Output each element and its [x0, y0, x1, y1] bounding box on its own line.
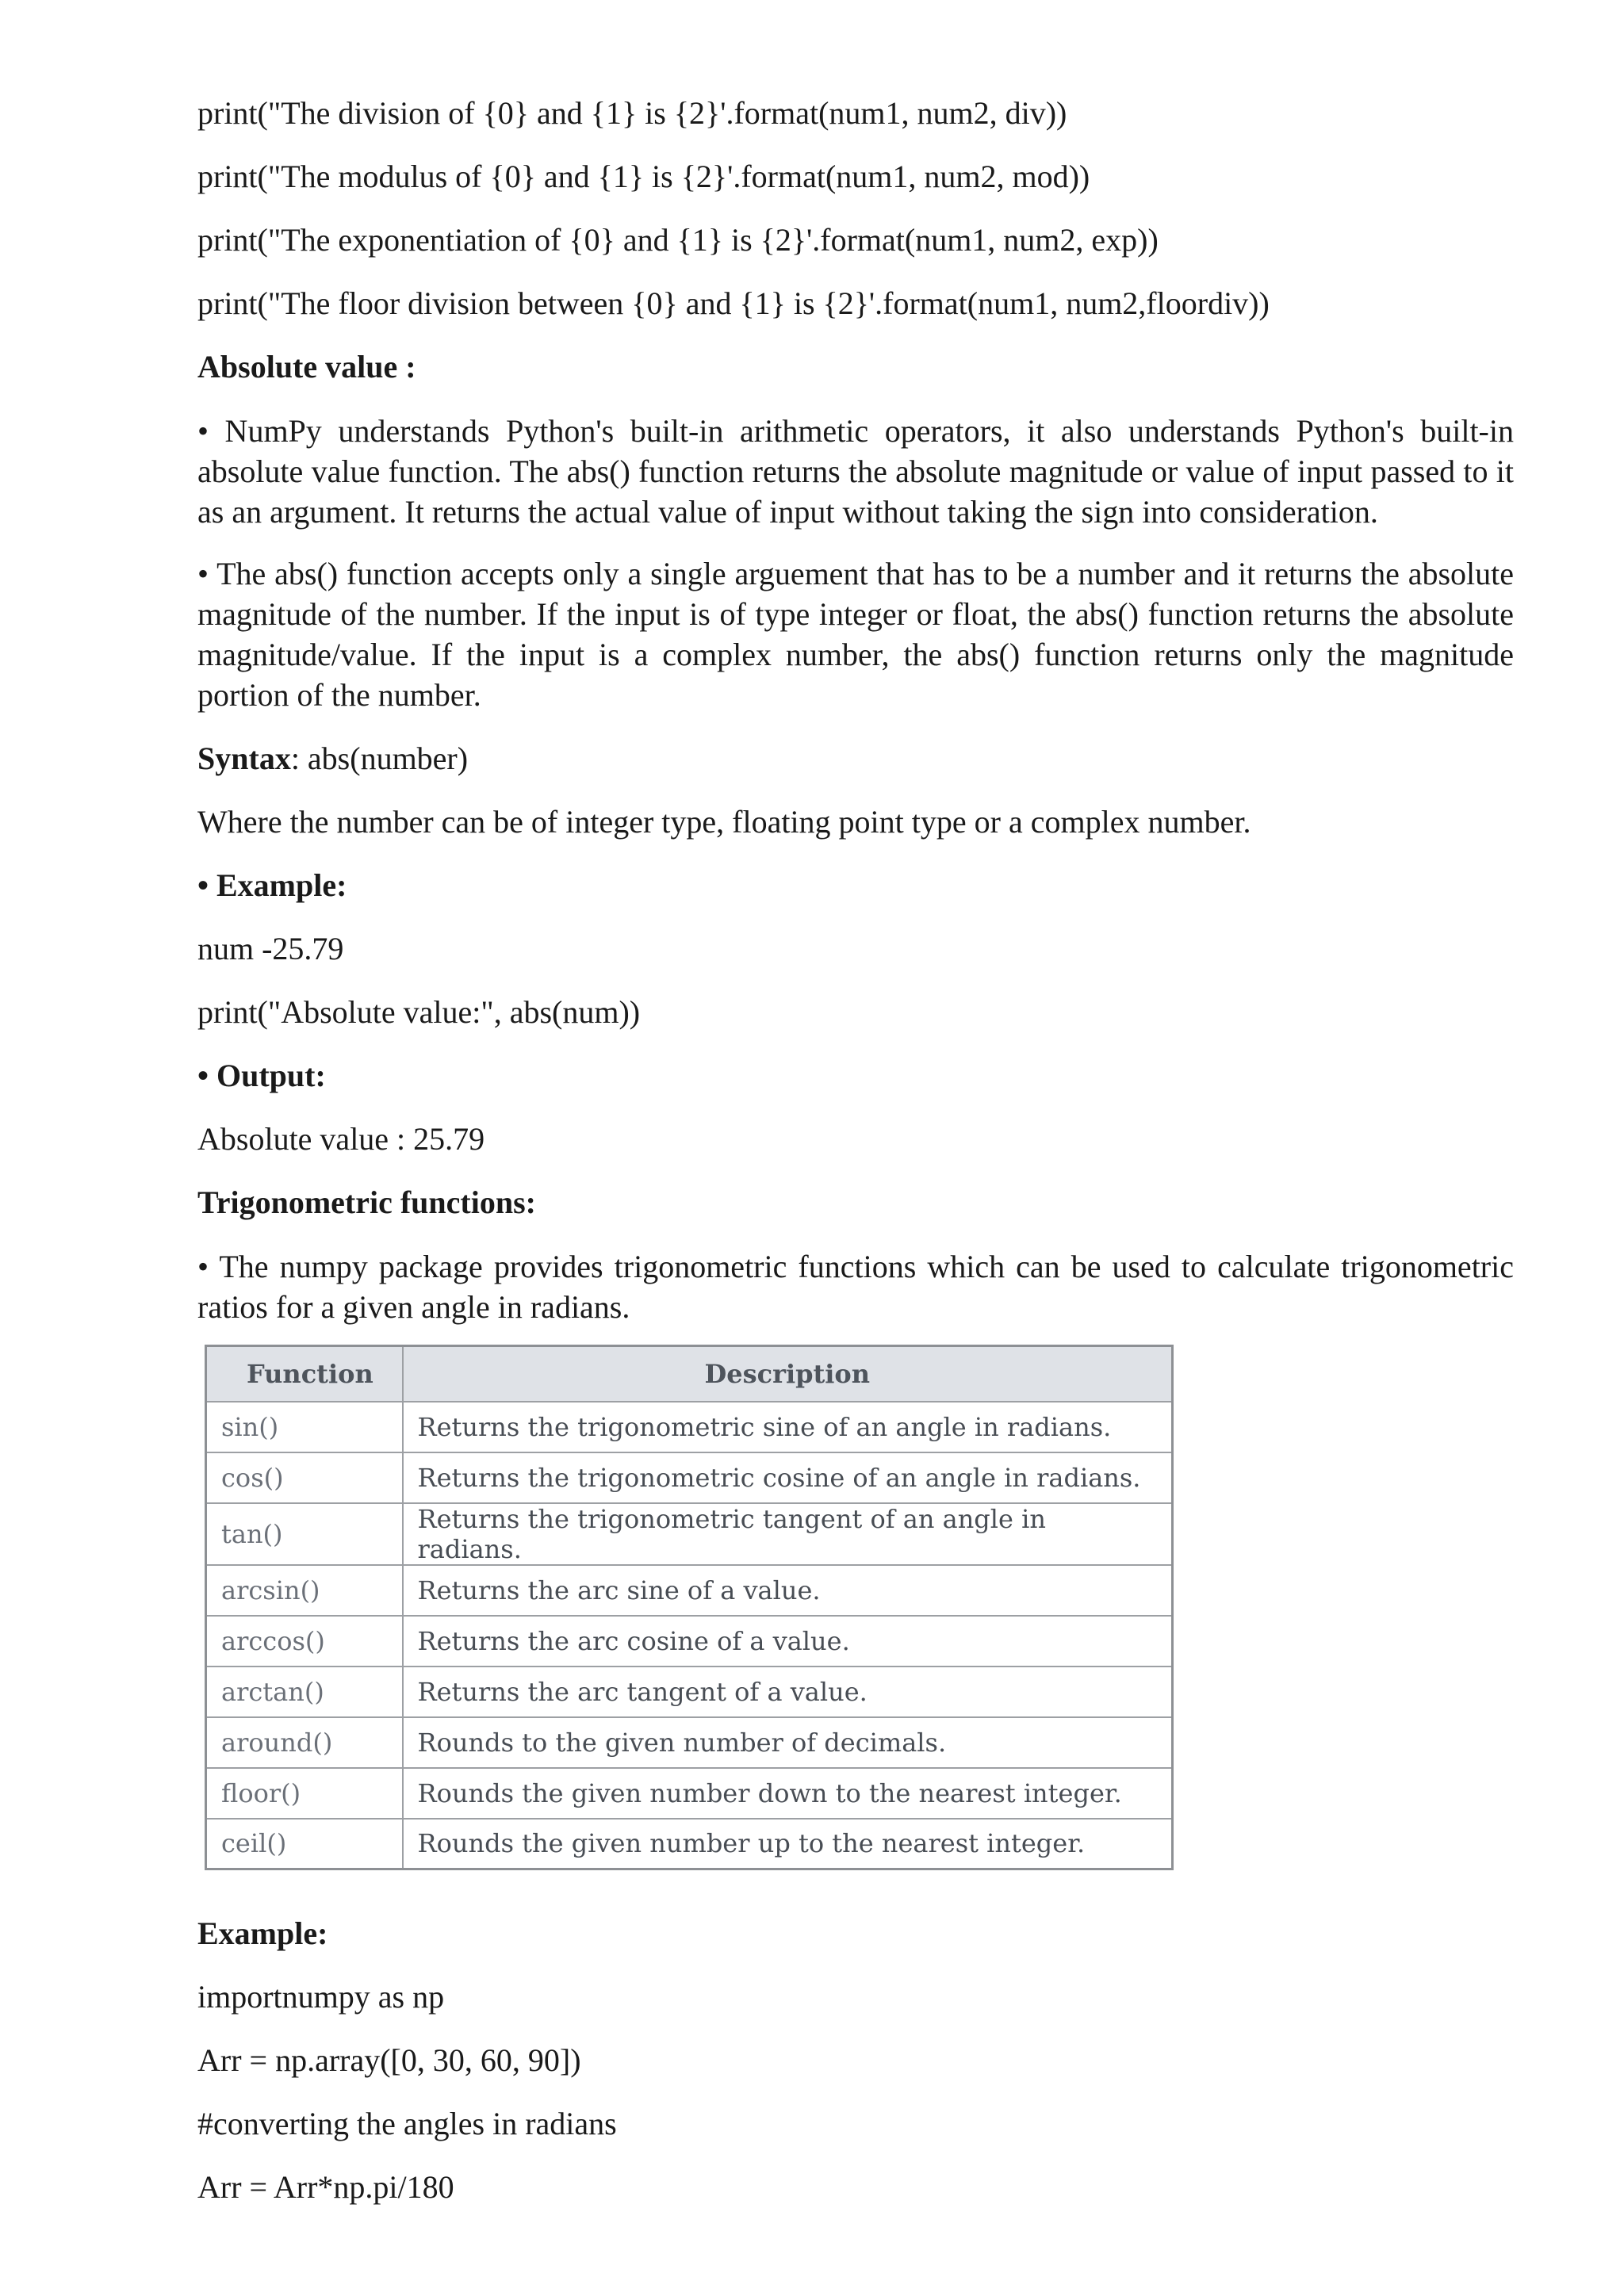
syntax-line: [197, 739, 1514, 779]
table-row: [206, 1565, 1173, 1616]
example-code-line: print("Absolute value:", abs(num)): [197, 994, 641, 1030]
heading-trigonometric-functions: Trigonometric functions:: [197, 1184, 536, 1220]
table-row: [206, 1503, 1173, 1565]
function-cell: tan(): [206, 1503, 403, 1565]
function-cell: arctan(): [206, 1667, 403, 1717]
example2-code-line: #converting the angles in radians: [197, 2106, 617, 2141]
description-cell: Returns the trigonometric sine of an angle in radians.: [403, 1402, 1173, 1452]
heading-absolute-value: Absolute value :: [197, 349, 416, 385]
example2-code-line: importnumpy as np: [197, 1979, 445, 2015]
output-label: • Output:: [197, 1058, 326, 1093]
example2-code-line: Arr = Arr*np.pi/180: [197, 2169, 454, 2205]
syntax-label: Syntax: [197, 740, 291, 776]
description-cell: Returns the trigonometric cosine of an angle in radians.: [403, 1452, 1173, 1503]
table-row: [206, 1819, 1173, 1869]
header-function: Function: [206, 1346, 403, 1402]
header-description: Description: [403, 1346, 1173, 1402]
description-cell: Returns the arc cosine of a value.: [403, 1616, 1173, 1667]
syntax-value: : abs(number): [290, 740, 469, 776]
table-row: [206, 1717, 1173, 1768]
paragraph-abs-intro: • NumPy understands Python's built-in arithmetic operators, it also understands Python's built-in absolute value function. The abs() function returns the absolute magnitude or value of input passed to it as an argument. It returns the actual value of input without taking the sign into consideration.: [197, 413, 1514, 530]
table-header-row: [206, 1346, 1173, 1402]
function-cell: cos(): [206, 1452, 403, 1503]
example-label: • Example:: [197, 867, 347, 903]
table-row: [206, 1667, 1173, 1717]
description-cell: Returns the arc tangent of a value.: [403, 1667, 1173, 1717]
description-cell: Rounds the given number down to the nearest integer.: [403, 1768, 1173, 1819]
code-line-exponentiation: print("The exponentiation of {0} and {1} is {2}'.format(num1, num2, exp)): [197, 222, 1159, 258]
paragraph-trig-intro: • The numpy package provides trigonometric functions which can be used to calculate trigonometric ratios for a given angle in radians.: [197, 1249, 1514, 1325]
where-text: Where the number can be of integer type, floating point type or a complex number.: [197, 804, 1251, 840]
function-cell: arccos(): [206, 1616, 403, 1667]
example-code-line: num -25.79: [197, 931, 344, 966]
function-cell: ceil(): [206, 1819, 403, 1869]
description-cell: Returns the arc sine of a value.: [403, 1565, 1173, 1616]
table-row: [206, 1616, 1173, 1667]
description-cell: Rounds the given number up to the nearest integer.: [403, 1819, 1173, 1869]
description-cell: Returns the trigonometric tangent of an angle in radians.: [403, 1503, 1173, 1565]
function-cell: floor(): [206, 1768, 403, 1819]
trig-functions-table: [205, 1345, 1174, 1870]
table-row: [206, 1452, 1173, 1503]
table-row: [206, 1402, 1173, 1452]
example2-code-line: Arr = np.array([0, 30, 60, 90]): [197, 2042, 581, 2078]
code-line-division: print("The division of {0} and {1} is {2}'.format(num1, num2, div)): [197, 95, 1067, 131]
description-cell: Rounds to the given number of decimals.: [403, 1717, 1173, 1768]
output-value: Absolute value : 25.79: [197, 1121, 485, 1157]
function-cell: around(): [206, 1717, 403, 1768]
function-cell: sin(): [206, 1402, 403, 1452]
example2-label: Example:: [197, 1915, 328, 1951]
paragraph-abs-details: • The abs() function accepts only a single arguement that has to be a number and it returns the absolute magnitude of the number. If the input is of type integer or float, the abs() function returns the absolute magnitude/value. If the input is a complex number, the abs() function returns only the magnitude portion of the number.: [197, 556, 1514, 713]
code-line-modulus: print("The modulus of {0} and {1} is {2}'.format(num1, num2, mod)): [197, 159, 1090, 194]
function-cell: arcsin(): [206, 1565, 403, 1616]
table-row: [206, 1768, 1173, 1819]
code-line-floor-division: print("The floor division between {0} and {1} is {2}'.format(num1, num2,floordiv)): [197, 285, 1270, 321]
